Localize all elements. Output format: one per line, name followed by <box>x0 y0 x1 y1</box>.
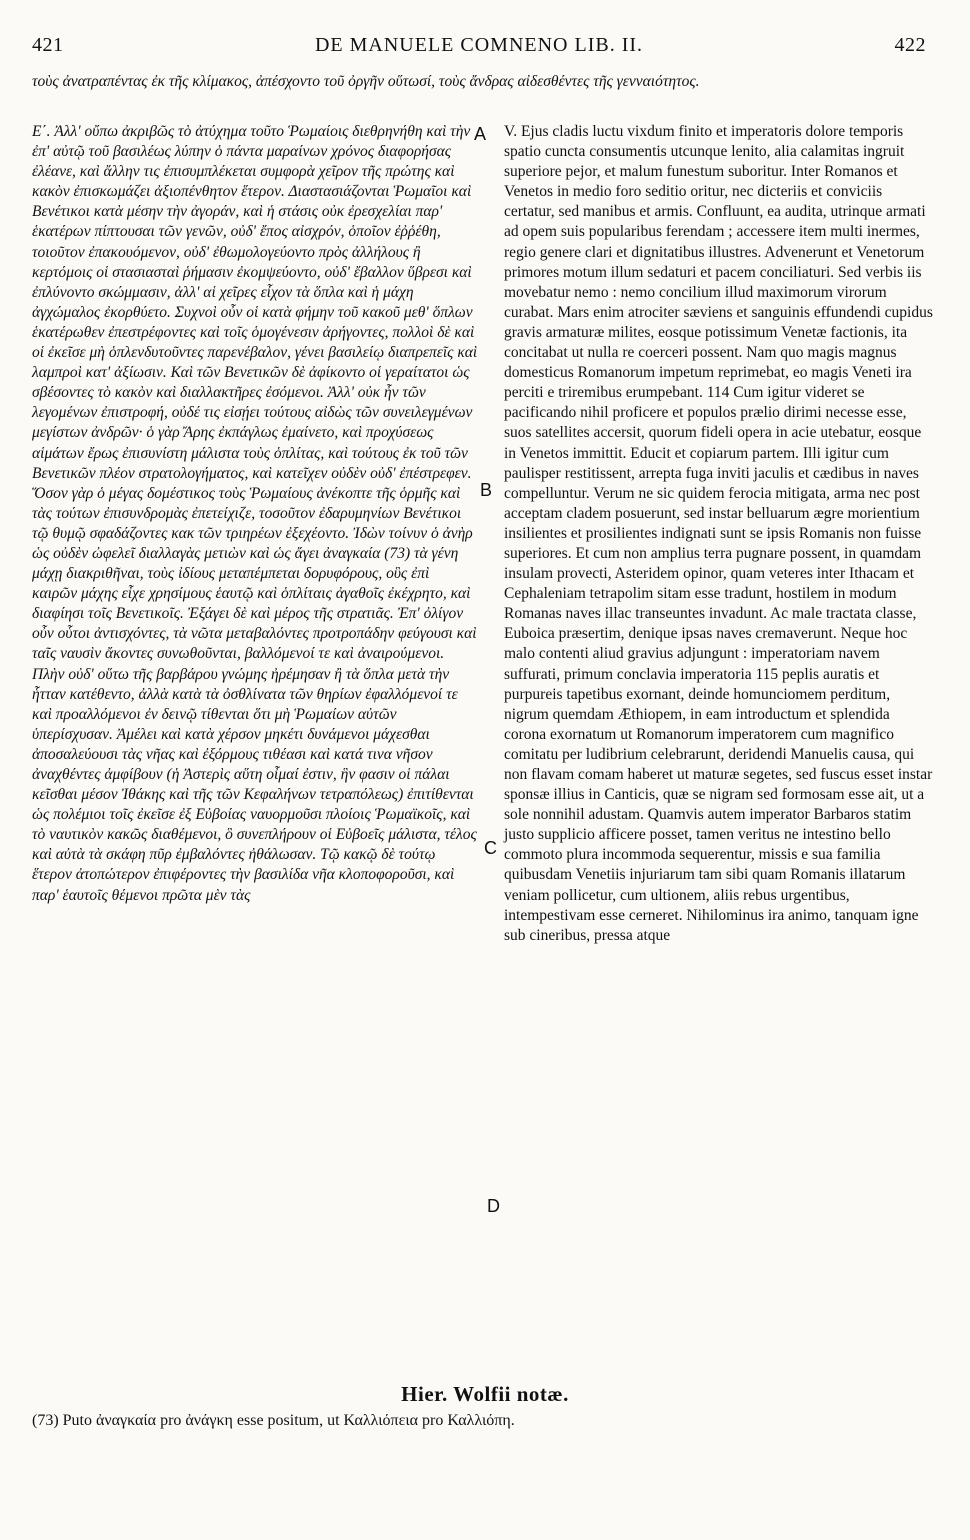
intro-greek-line: τοὺς ἀνατραπέντας ἐκ τῆς κλίμακος, ἀπέσχοντο τοῦ ὀργῆν οὕτωσί, τοὺς ἄνδρας αἰδεσθέντες τῆς γενναιότητος. <box>32 73 700 90</box>
margin-letter-a: A <box>474 124 487 144</box>
latin-paragraph: V. Ejus cladis luctu vixdum finito et imperatoris dolore temporis spatio cuncta consumentis utcunque lenito, alia calamitas ingruit superiore pejor, et malum funestum suboritur. Inter Romanos et Venetos in medio foro seditio oritur, nec dicteriis et conviciis certatur, sed manibus et armis. Confluunt, ea audita, utrinque armati ad opem suis popularibus ferendam ; accessere item multi inermes, regio genere clari et dignitatibus illustres. Advenerunt et Venetorum primores motum illum sedaturi et pacem conciliaturi. Sed verbis iis movebatur nemo : nemo concilium illud maximorum virorum curabat. Mars enim atrociter sæviens et sanguinis effundendi cupidus gravis armaturæ milites, eosque potissimum Venetæ factionis, ita concitabat ut nulla re coerceri possent. Nam quo magis magnus domesticus Romanorum impetum reprimebat, eo magis Veneti ira perciti e triremibus erumpebant. 114 Cum igitur videret se pacificando nihil proficere et populos prælio dirimi necesse esse, suos satellites accersit, quorum fideli opera in acie utebatur, eosque in Venetos immittit. Educit et copiarum partem. Illi igitur cum paulisper restitissent, arrepta fuga inviti jaculis et cædibus in naves compelluntur. Verum ne sic quidem ferocia mitigata, arma nec post acceptam cladem posuerunt, sed instar belluarum ægre morientium insilientes et prosilientes indignati sunt se ipsis Romanis non fuisse superiores. Et cum non amplius terra pugnare possent, in quamdam insulam provecti, Asteridem opinor, quam veteres inter Ithacam et Cephaleniam tetrapolim sitam esse tradunt, hostilem in modum Romanas naves illac transeuntes invadunt. Ac male tractata classe, Euboica præsertim, denique ipsas naves cremaverunt. Neque hoc malo contenti aliud gravius adjungunt : imperatoriam navem suffurati, primum conclavia imperatoria 115 peplis auratis et purpureis tapetibus exornant, deinde homunciomem perditum, nigrum quemdam Æthiopem, in eam introductum et splendida corona exornatum ut Romanorum imperatorem cum magnifico comitatu per ludibrium celebrarunt, deridendi Manuelis causa, qui non flavam comam haberet ut maturæ segetes, sed fuscus esset instar sponsæ illius in Canticis, quæ se nigram sed formosam esse ait, ut a sole nonnihil adustam. Quamvis autem imperator Barbaros statim justo supplicio afficere posset, tamen veritus ne intestino bello commoto plura incommoda sequerentur, missis e sua familia quibusdam Venetiis injuriarum tam sibi quam Romanis illatarum veniam pollicetur, cum ultionem, aliis rebus urgentibus, intempestivam esse cerneret. Nihilominus ira animo, tanquam igne sub cineribus, pressa atque <box>504 123 933 944</box>
margin-letter-b: B <box>480 480 493 500</box>
left-page-number: 421 <box>32 34 64 56</box>
notes-heading: Hier. Wolfii notæ. <box>401 1382 569 1406</box>
latin-column <box>504 122 934 946</box>
footnote-73: (73) Puto ἀναγκαία pro ἀνάγκη esse positum, ut Καλλιόπεια pro Καλλιόπη. <box>32 1412 515 1429</box>
greek-paragraph: Ε΄. Ἀλλ' οὔπω ἀκριβῶς τὸ ἀτύχημα τοῦτο Ῥωμαίοις διεθρηνήθη καὶ τὴν ἐπ' αὐτῷ τοῦ βασιλέως λύπην ὁ πάντα μαραίνων χρόνος διαφορήσας ἐλέανε, καὶ ἄλλην τις ἐπισυμπλέκεται συμφορὰ χεῖρον τῆς πρώτης καὶ κακὸν ἐπισκωμάζει ἀξιοπένθητον ἕτερον. Διαστασιάζονται Ῥωμαῖοι καὶ Βενέτικοι κατὰ μέσην τὴν ἀγοράν, καὶ ἡ στάσις οὐκ ἐρεσχελίαι παρ' ἑκατέρων πίπτουσαι τῶν γενῶν, οὐδ' ἔπος αἰσχρόν, ὁποῖον ἐῤῥέθη, τοιοῦτον ἐπακουόμενον, οὐδ' ἐθωμολογεύοντο πρὸς ἀλλήλους ἢ κερτόμοις οἱ στασιασταὶ ῥήμασιν ἐκομψεύοντο, οὐδ' ἔβαλλον ὕβρεσι καὶ ἐπλύνοντο σκώμμασιν, ἀλλ' αἱ χεῖρες εἶχον τὰ ὅπλα καὶ ἡ μάχη ἀγχώμαλος ἐκορθύετο. Συχνοὶ οὖν οἱ κατὰ φήμην τοῦ κακοῦ μεθ' ὅπλων ἑκατέρωθεν ἐπεστρέφοντες καὶ τοῖς ὁμογένεσιν ἀρήγοντες, πολλοὶ δὲ καὶ οἱ ἐκεῖσε μὴ ὁπλενδυτοῦντες παρενέβαλον, γένει βασιλείῳ διαπρεπεῖς καὶ λαμπροὶ κατ' ἀξίωσιν. Καὶ τῶν Βενετικῶν δὲ ἀφίκοντο οἱ γεραίτατοι ὡς σβέσοντες τὸ κακὸν καὶ διαλλακτῆρες ἐσόμενοι. Ἀλλ' οὐκ ἦν τῶν λεγομένων ἐπιστροφή, οὐδέ τις εἰσῄει τούτους αἰδὼς τῶν συνειλεγμένων μεγίστων ἀνδρῶν· ὁ γὰρ Ἄρης ἐκπάγλως ἐμαίνετο, καὶ προχύσεως αἱμάτων ἔρως ἐπισυνίστη μάλιστα τοὺς ὁπλίτας, καὶ τούτους ἐκ τοῦ τῶν Βενετικῶν πλέον στρατολογήματος, καὶ κατεῖχεν οὐδὲν οὐδ' ἐπέστρεφεν. Ὅσον γὰρ ὁ μέγας δομέστικος τοὺς Ῥωμαίους ἀνέκοπτε τῆς ὁρμῆς καὶ τὰς τούτων ἐπισυνδρομὰς ἐπετείχιζε, τοσοῦτον ἐδαρυμηνίων Βενέτικοι τῷ θυμῷ σφαδάζοντες κακ τῶν τριηρέων ἐξεχέοντο. Ἰδὼν τοίνυν ὁ ἀνὴρ ὡς οὐδὲν ὠφελεῖ διαλλαγὰς μετιὼν καὶ ὡς ἄγει ἀναγκαία (73) τὰ γένη μάχῃ διακριθῆναι, τοὺς ἰδίους μεταπέμπεται δορυφόρους, οὓς ἐπὶ καιρῶν μάχης εἶχε χρησίμους ἑαυτῷ καὶ ὁπλίταις ἀγαθοῖς ἐκέχρητο, καὶ διαφίησι τοῖς Βενετικοῖς. Ἐξάγει δὲ καὶ μέρος τῆς στρατιᾶς. Ἐπ' ὀλίγον οὖν οὗτοι ἀντισχόντες, τὰ νῶτα μεταβαλόντες προτροπάδην φεύγουσι καὶ ταῖς ναυσὶν ἄκοντες συνωθοῦνται, βαλλόμενοί τε καὶ ἀναιρούμενοι. Πλὴν οὐδ' οὕτω τῆς βαρβάρου γνώμης ἠρέμησαν ἢ τὰ ὅπλα μετὰ τὴν ἧτταν κατέθεντο, ἀλλὰ κατὰ τὰ ὀσθλίνατα τῶν θηρίων ἐφαλλόμενοί τε καὶ προαλλόμενοι ἐν δεινῷ τίθενται ὅτι μὴ Ῥωμαίων αὐτῶν ὑπερίσχυσαν. Ἀμέλει καὶ κατὰ χέρσον μηκέτι δυνάμενοι μάχεσθαι ἀποσαλεύουσι τὰς νῆας καὶ ἐξόρμους τιθέασι καὶ κατά τινα νῆσον ἀναχθέντες ἀμφίβουν (ἡ Ἀστερὶς αὕτη οἶμαί ἐστιν, ἣν φασιν οἱ πάλαι κεῖσθαι μέσον Ἰθάκης καὶ τῆς τῶν Κεφαλήνων τετραπόλεως) ἐπιτίθενται ὡς πολέμιοι τοῖς ἐκεῖσε ἐξ Εὐβοίας ναυορμοῦσι πλοίοις Ῥωμαϊκοῖς, καὶ τὸ ναυτικὸν κακῶς διαθέμενοι, ὃ συνεπλήρουν οἱ Εὐβοεῖς μάλιστα, τέλος καὶ αὐτὰ τὰ σκάφη πῦρ ἐμβαλόντες ἠθάλωσαν. Τῷ κακῷ δὲ τούτῳ ἕτερον ἀτοπώτερον ἐπιφέροντες τὴν βασιλίδα νῆα κλοποφοροῦσι, καὶ παρ' ἑαυτοῖς θέμενοι πρῶτα μὲν τὰς <box>32 123 478 904</box>
running-title: DE MANUELE COMNENO LIB. II. <box>314 34 644 56</box>
margin-letter-c: C <box>484 838 497 858</box>
margin-letter-d: D <box>487 1196 500 1216</box>
running-header <box>32 34 926 68</box>
right-page-number: 422 <box>894 34 926 56</box>
greek-column <box>32 122 478 906</box>
